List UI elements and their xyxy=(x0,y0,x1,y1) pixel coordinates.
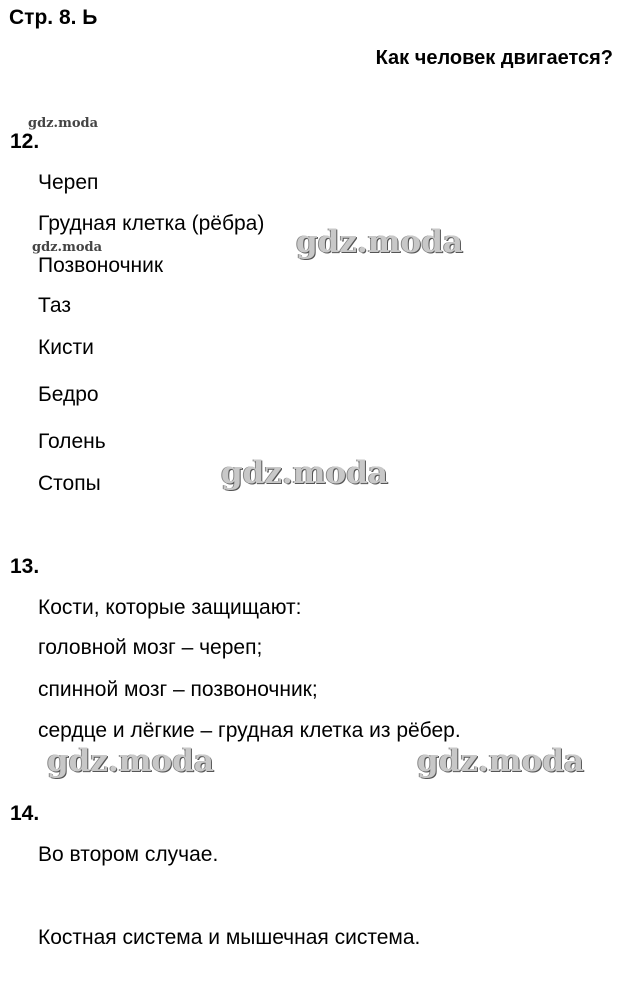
task-14-line: Во втором случае. xyxy=(38,843,219,866)
task-13-line: Кости, которые защищают: xyxy=(38,596,302,619)
watermark: gdz.moda xyxy=(221,455,388,491)
task-12-line: Стопы xyxy=(38,472,101,495)
task-13-number: 13. xyxy=(10,555,40,578)
watermark: gdz.moda xyxy=(28,116,99,131)
page-label: Стр. 8. Ь xyxy=(9,6,98,29)
task-12-line: Бедро xyxy=(38,383,99,406)
task-14-number: 14. xyxy=(10,802,40,825)
watermark: gdz.moda xyxy=(47,743,214,779)
task-12-number: 12. xyxy=(10,130,40,153)
task-14-line: Костная система и мышечная система. xyxy=(38,926,421,949)
watermark: gdz.moda xyxy=(32,240,103,255)
task-13-line: спинной мозг – позвоночник; xyxy=(38,678,318,701)
task-13-line: сердце и лёгкие – грудная клетка из рёбер. xyxy=(38,719,461,742)
task-12-line: Череп xyxy=(38,171,99,194)
task-12-line: Кисти xyxy=(38,336,94,359)
task-12-line: Таз xyxy=(38,294,71,317)
task-12-line: Позвоночник xyxy=(38,254,164,277)
task-13-line: головной мозг – череп; xyxy=(38,636,263,659)
task-12-line: Голень xyxy=(38,430,106,453)
watermark: gdz.moda xyxy=(417,743,584,779)
page-title: Как человек двигается? xyxy=(375,47,613,69)
task-12-line: Грудная клетка (рёбра) xyxy=(38,212,265,235)
watermark: gdz.moda xyxy=(296,224,463,260)
